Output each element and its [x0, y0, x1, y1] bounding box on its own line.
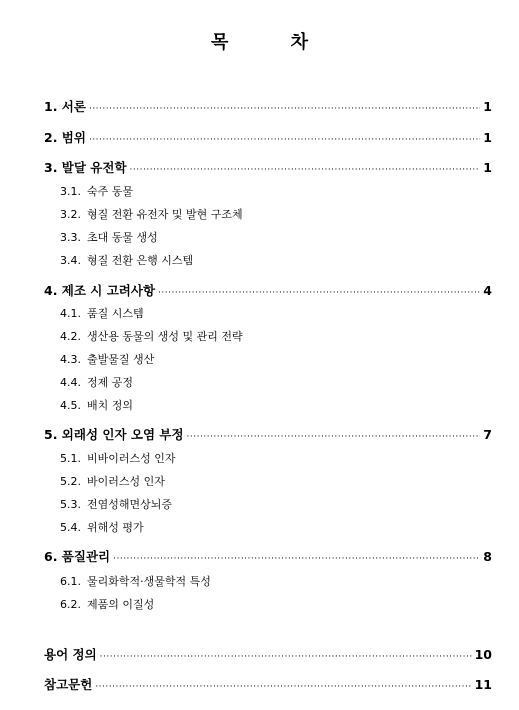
toc-subentry-label: 전염성해면상뇌증: [87, 498, 173, 511]
toc-leader-dots: [187, 429, 481, 445]
toc-subentry[interactable]: [60, 575, 211, 589]
toc-subentry[interactable]: [60, 307, 144, 321]
toc-subentry-number: 6.2.: [60, 598, 81, 611]
toc-subentry-number: 3.4.: [60, 254, 81, 267]
toc-subentry-number: 5.2.: [60, 475, 81, 488]
toc-entry-label: 4. 제조 시 고려사항: [44, 283, 156, 298]
toc-subentry[interactable]: [60, 521, 144, 535]
toc-subentry-number: 4.5.: [60, 399, 81, 412]
toc-subentry[interactable]: [60, 231, 158, 245]
toc-leader-dots: [130, 162, 481, 178]
toc-entry-page: 4: [483, 283, 492, 298]
toc-entry-introduction[interactable]: [44, 99, 492, 117]
toc-leader-dots: [89, 101, 480, 117]
toc-subentry-number: 3.3.: [60, 231, 81, 244]
toc-entry-page: 1: [483, 130, 492, 145]
toc-subentry-label: 생산용 동물의 생성 및 관리 전략: [87, 330, 243, 343]
toc-entry-page: 7: [483, 427, 492, 442]
toc-subentry[interactable]: [60, 598, 154, 612]
toc-entry-label: 3. 발달 유전학: [44, 160, 127, 175]
toc-subentry-number: 4.2.: [60, 330, 81, 343]
toc-leader-dots: [158, 285, 480, 301]
toc-subentry-label: 비바이러스성 인자: [87, 452, 176, 465]
toc-subentry[interactable]: [60, 330, 243, 344]
toc-subentry-label: 형질 전환 은행 시스템: [87, 254, 194, 267]
toc-subentry-label: 물리화학적·생물학적 특성: [87, 575, 211, 588]
toc-subentry-label: 배치 정의: [87, 399, 134, 412]
toc-subentry-label: 출발물질 생산: [87, 353, 155, 366]
toc-entry-references[interactable]: [44, 677, 492, 695]
toc-subentry[interactable]: [60, 353, 154, 367]
toc-subentry[interactable]: [60, 452, 176, 466]
toc-leader-dots: [113, 551, 480, 567]
toc-subentry-label: 제품의 이질성: [87, 598, 155, 611]
toc-entry-quality-control[interactable]: [44, 549, 492, 567]
toc-entry-label: 참고문헌: [44, 677, 93, 692]
toc-entry-definitions[interactable]: [44, 647, 492, 665]
toc-entry-page: 1: [483, 160, 492, 175]
toc-leader-dots: [89, 132, 480, 148]
toc-entry-label: 용어 정의: [44, 647, 97, 662]
toc-subentry-label: 품질 시스템: [87, 307, 144, 320]
toc-subentry-label: 형질 전환 유전자 및 발현 구조체: [87, 208, 243, 221]
toc-subentry-number: 5.4.: [60, 521, 81, 534]
toc-subentry[interactable]: [60, 376, 133, 390]
toc-subentry-label: 위해성 평가: [87, 521, 144, 534]
toc-entry-adventitious-agents[interactable]: [44, 427, 492, 445]
toc-entry-label: 2. 범위: [44, 130, 86, 145]
toc-subentry-number: 6.1.: [60, 575, 81, 588]
toc-subentry-number: 4.4.: [60, 376, 81, 389]
toc-subentry[interactable]: [60, 475, 165, 489]
toc-subentry[interactable]: [60, 185, 133, 199]
toc-entry-page: 1: [483, 99, 492, 114]
toc-subentry-number: 3.1.: [60, 185, 81, 198]
toc-subentry[interactable]: [60, 208, 243, 222]
toc-subentry-number: 5.1.: [60, 452, 81, 465]
toc-subentry-label: 바이러스성 인자: [87, 475, 165, 488]
toc-entry-page: 10: [474, 647, 492, 662]
toc-subentry[interactable]: [60, 498, 172, 512]
toc-subentry-number: 3.2.: [60, 208, 81, 221]
page-title: 목 차: [210, 32, 337, 53]
toc-entry-label: 1. 서론: [44, 99, 86, 114]
toc-entry-page: 11: [474, 677, 492, 692]
toc-leader-dots: [95, 679, 471, 695]
toc-entry-manufacturing[interactable]: [44, 283, 492, 301]
toc-entry-scope[interactable]: [44, 130, 492, 148]
toc-subentry[interactable]: [60, 254, 193, 268]
toc-entry-label: 6. 품질관리: [44, 549, 111, 564]
toc-entry-developmental-genetics[interactable]: [44, 160, 492, 178]
toc-subentry-number: 5.3.: [60, 498, 81, 511]
toc-subentry-label: 정제 공정: [87, 376, 134, 389]
toc-subentry[interactable]: [60, 399, 133, 413]
toc-entry-page: 8: [483, 549, 492, 564]
toc-subentry-label: 초대 동물 생성: [87, 231, 158, 244]
toc-subentry-label: 숙주 동물: [87, 185, 134, 198]
toc-subentry-number: 4.3.: [60, 353, 81, 366]
toc-subentry-number: 4.1.: [60, 307, 81, 320]
toc-entry-label: 5. 외래성 인자 오염 부정: [44, 427, 184, 442]
toc-leader-dots: [100, 649, 472, 665]
